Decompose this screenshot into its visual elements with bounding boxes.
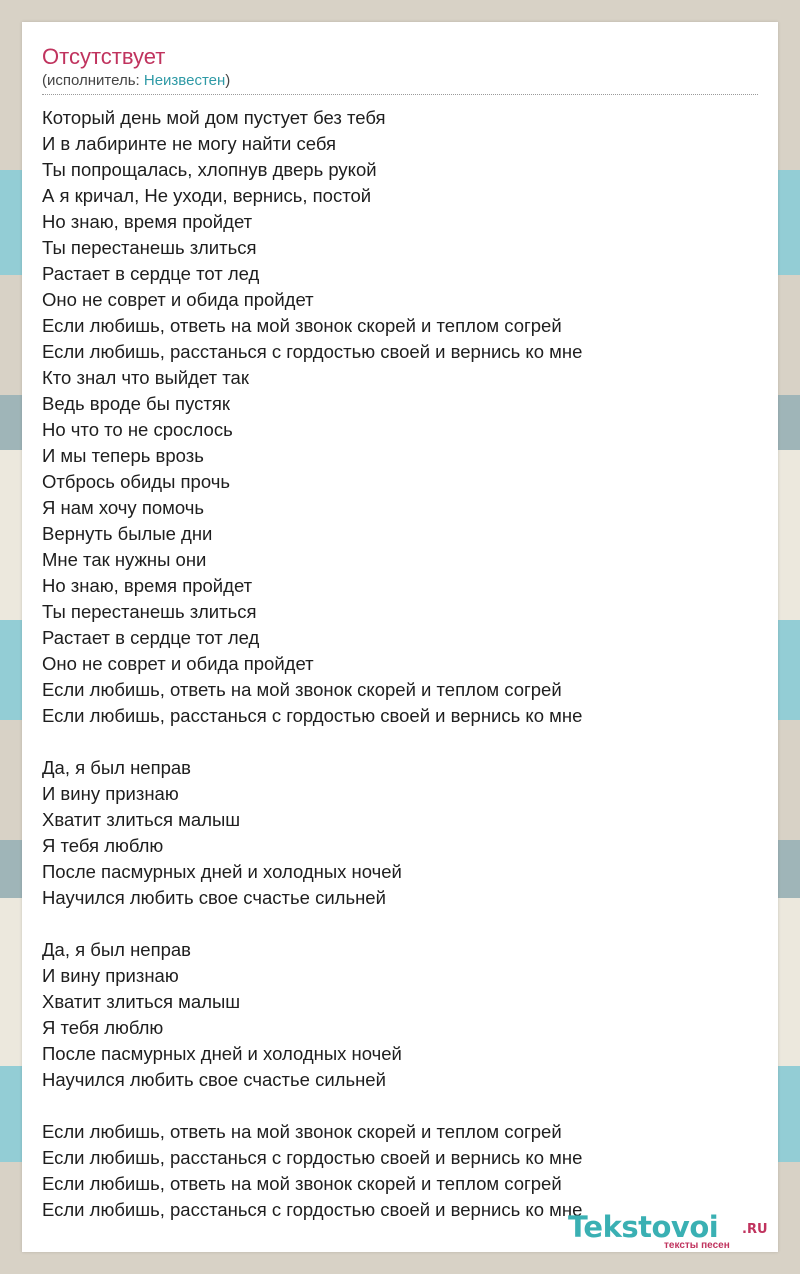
lyric-line: И мы теперь врозь: [42, 445, 204, 466]
lyric-line: Кто знал что выйдет так: [42, 367, 249, 388]
lyric-line: Если любишь, ответь на мой звонок скорей и теплом согрей: [42, 679, 562, 700]
lyric-line: Ты перестанешь злиться: [42, 601, 257, 622]
lyric-line: Но что то не срослось: [42, 419, 233, 440]
lyric-line: Если любишь, расстанься с гордостью своей и вернись ко мне: [42, 1147, 583, 1168]
lyric-line: Оно не соврет и обида пройдет: [42, 289, 314, 310]
lyric-line: После пасмурных дней и холодных ночей: [42, 1043, 402, 1064]
lyric-line: Я тебя люблю: [42, 1017, 164, 1038]
artist-prefix: (исполнитель:: [42, 72, 144, 89]
lyric-line: Я нам хочу помочь: [42, 497, 205, 518]
lyric-line: Если любишь, расстанься с гордостью своей и вернись ко мне: [42, 341, 583, 362]
lyric-line: Если любишь, расстанься с гордостью своей и вернись ко мне: [42, 705, 583, 726]
lyric-line: Ведь вроде бы пустяк: [42, 393, 230, 414]
lyric-line: Да, я был неправ: [42, 939, 192, 960]
lyric-line: Научился любить свое счастье сильней: [42, 887, 386, 908]
lyric-line: Если любишь, ответь на мой звонок скорей и теплом согрей: [42, 315, 562, 336]
lyric-line: Отбрось обиды прочь: [42, 471, 230, 492]
lyric-line: Оно не соврет и обида пройдет: [42, 653, 314, 674]
lyric-line: Хватит злиться малыш: [42, 809, 241, 830]
lyric-line: Растает в сердце тот лед: [42, 263, 260, 284]
title-divider: [42, 94, 758, 95]
stanza-break: [42, 729, 762, 755]
lyric-line: И вину признаю: [42, 783, 179, 804]
lyric-line: Но знаю, время пройдет: [42, 575, 253, 596]
song-title: Отсутствует: [42, 44, 166, 69]
logo-tld: .RU: [742, 1222, 768, 1237]
stanza-break: [42, 911, 762, 937]
site-logo[interactable]: [568, 1210, 778, 1254]
lyric-line: Хватит злиться малыш: [42, 991, 241, 1012]
lyric-line: Я тебя люблю: [42, 835, 164, 856]
stanza-break: [42, 1093, 762, 1119]
lyric-line: Да, я был неправ: [42, 757, 192, 778]
lyric-line: Мне так нужны они: [42, 549, 207, 570]
artist-suffix: ): [225, 72, 231, 89]
lyric-line: Если любишь, ответь на мой звонок скорей и теплом согрей: [42, 1121, 562, 1142]
lyrics-card: [22, 22, 778, 1252]
lyric-line: Который день мой дом пустует без тебя: [42, 107, 386, 128]
logo-tagline: тексты песен: [664, 1240, 730, 1251]
artist-link[interactable]: Неизвестен: [143, 72, 226, 89]
lyric-line: И вину признаю: [42, 965, 179, 986]
lyric-line: Ты перестанешь злиться: [42, 237, 257, 258]
lyric-line: Если любишь, ответь на мой звонок скорей и теплом согрей: [42, 1173, 562, 1194]
lyrics-text: [42, 105, 762, 1223]
lyric-line: А я кричал, Не уходи, вернись, постой: [42, 185, 372, 206]
lyric-line: Но знаю, время пройдет: [42, 211, 253, 232]
lyric-line: Вернуть былые дни: [42, 523, 213, 544]
lyric-line: И в лабиринте не могу найти себя: [42, 133, 337, 154]
lyric-line: Ты попрощалась, хлопнув дверь рукой: [42, 159, 377, 180]
lyric-line: Растает в сердце тот лед: [42, 627, 260, 648]
logo-wordmark: Tekstovoi: [568, 1210, 719, 1244]
lyric-line: Если любишь, расстанься с гордостью своей и вернись ко мне: [42, 1199, 583, 1220]
lyric-line: Научился любить свое счастье сильней: [42, 1069, 386, 1090]
artist-line: [42, 72, 230, 90]
lyric-line: После пасмурных дней и холодных ночей: [42, 861, 402, 882]
